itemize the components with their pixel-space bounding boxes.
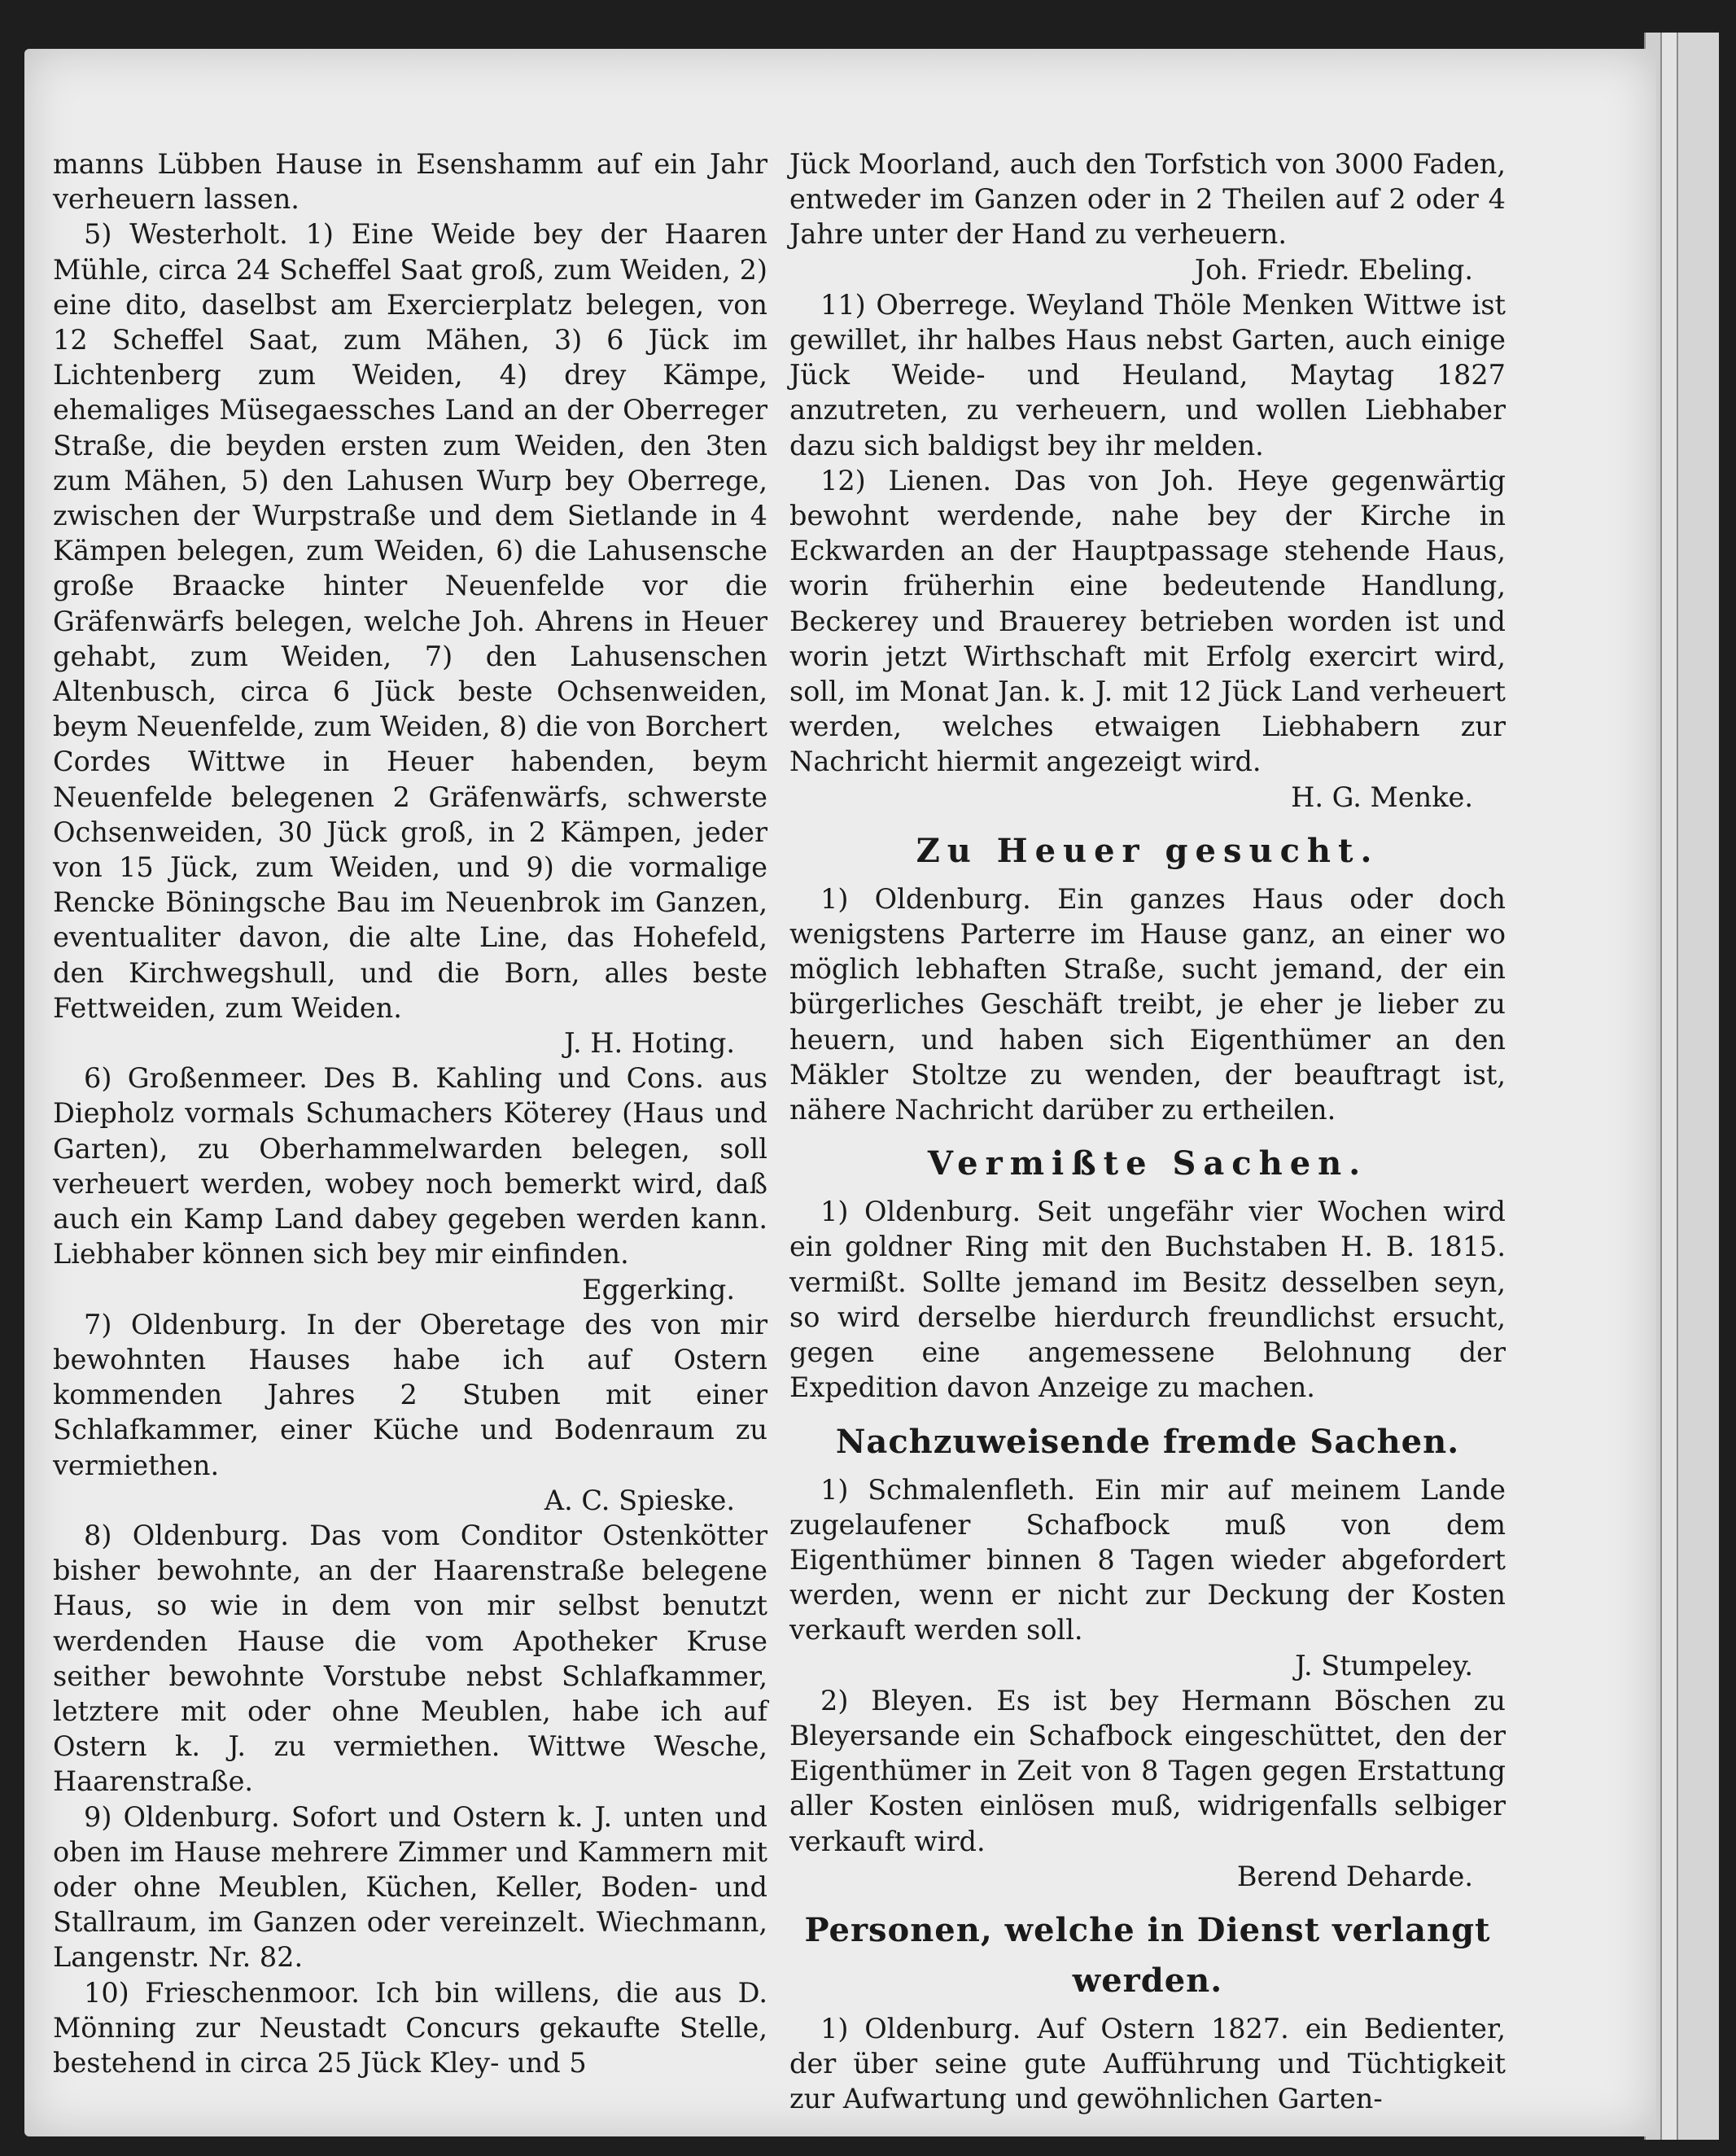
notice-frieschenmoor: 10) Frieschenmoor. Ich bin willens, die aus D. Mönning zur Neustadt Concurs gekaufte Stelle, bestehend in circa 25 Jück Kley- und 5 (53, 1976, 767, 2079)
notice-grossenmeer: 6) Großenmeer. Des B. Kahling und Cons. aus Diepholz vormals Schumachers Köterey (Haus und Garten), zu Oberhammelwarden belegen, soll verheuert werden, wobey noch bemerkt wird, daß auch ein Kamp Land dabey gegeben werden kann. Liebhaber können sich bey mir einfinden. (53, 1062, 767, 1270)
signature-eggerking: Eggerking. (582, 1273, 735, 1305)
signature-menke: H. G. Menke. (1291, 781, 1473, 813)
notice-oldenburg-9: 9) Oldenburg. Sofort und Ostern k. J. unten und oben im Hause mehrere Zimmer und Kammern mit oder ohne Meublen, Küchen, Keller, Boden- und Stallraum, im Ganzen oder vereinzelt. Wiechmann, Langenstr. Nr. 82. (53, 1800, 767, 1974)
notice-schmalenfleth: 1) Schmalenfleth. Ein mir auf meinem Lande zugelaufener Schafbock muß von dem Eigenthümer binnen 8 Tagen wieder abgefordert werden, wenn er nicht zur Deckung der Kosten verkauft werden soll. (789, 1473, 1506, 1647)
signature-hoting: J. H. Hoting. (564, 1027, 735, 1060)
section-heading-vermisste-sachen: Vermißte Sachen. (927, 1144, 1368, 1183)
page-stack-edge (1677, 33, 1719, 2140)
notice-frieschenmoor-continued: Jück Moorland, auch den Torfstich von 3000 Faden, entweder im Ganzen oder in 2 Theilen auf 2 oder 4 Jahre unter der Hand zu verheuern. (789, 148, 1506, 251)
section-heading-zu-heuer-gesucht: Zu Heuer gesucht. (916, 831, 1380, 870)
notice-oberrege: 11) Oberrege. Weyland Thöle Menken Wittwe ist gewillet, ihr halbes Haus nebst Garten, auch einige Jück Weide- und Heuland, Maytag 1827 anzutreten, zu verheuern, und wollen Liebhaber dazu sich baldigst bey ihr melden. (789, 288, 1506, 461)
section-heading-personen-dienst: Personen, welche in Dienst verlangt werden. (804, 1910, 1491, 2000)
signature-stumpeley: J. Stumpeley. (1295, 1649, 1473, 1682)
signature-deharde: Berend Deharde. (1236, 1860, 1473, 1892)
notice-bleyen: 2) Bleyen. Es ist bey Hermann Böschen zu Bleyersande ein Schafbock eingeschüttet, den der Eigenthümer in Zeit von 8 Tagen gegen Erstattung aller Kosten einlösen muß, widrigenfalls selbiger verkauft wird. (789, 1684, 1506, 1857)
signature-ebeling: Joh. Friedr. Ebeling. (1194, 253, 1473, 286)
notice-lienen: 12) Lienen. Das von Joh. Heye gegenwärtig bewohnt werdende, nahe bey der Kirche in Eckwarden an der Hauptpassage stehende Haus, worin früherhin eine bedeutende Handlung, Beckerey und Brauerey betrieben worden ist und worin jetzt Wirthschaft mit Erfolg exercirt wird, soll, im Monat Jan. k. J. mit 12 Jück Land verheuert werden, welches etwaigen Liebhabern zur Nachricht hiermit angezeigt wird. (789, 464, 1506, 778)
notice-gesucht-oldenburg: 1) Oldenburg. Ein ganzes Haus oder doch wenigstens Parterre im Hause ganz, an einer wo möglich lebhaften Straße, sucht jemand, der ein bürgerliches Geschäft treibt, je eher je lieber zu heuern, und haben sich Eigenthümer an den Mäkler Stoltze zu wenden, der beauftragt ist, nähere Nachricht darüber zu ertheilen. (789, 882, 1506, 1126)
signature-spieske: A. C. Spieske. (544, 1484, 735, 1516)
notice-vermisst-oldenburg: 1) Oldenburg. Seit ungefähr vier Wochen wird ein goldner Ring mit den Buchstaben H. B. 1815. vermißt. Sollte jemand im Besitz desselben seyn, so wird derselbe hierdurch freundlichst ersucht, gegen eine angemessene Belohnung der Expedition davon Anzeige zu machen. (789, 1196, 1506, 1404)
section-heading-fremde-sachen: Nachzuweisende fremde Sachen. (835, 1422, 1460, 1461)
notice-westerholt: 5) Westerholt. 1) Eine Weide bey der Haaren Mühle, circa 24 Scheffel Saat groß, zum Weiden, 2) eine dito, daselbst am Exercierplatz belegen, von 12 Scheffel Saat, zum Mähen, 3) 6 Jück im Lichtenberg zum Weiden, 4) drey Kämpe, ehemaliges Müsegaessches Land an der Oberreger Straße, die beyden ersten zum Weiden, den 3ten zum Mähen, 5) den Lahusen Wurp bey Oberrege, zwischen der Wurpstraße und dem Sietlande in 4 Kämpen belegen, zum Weiden, 6) die Lahusensche große Braacke hinter Neuenfelde vor die Gräfenwärfs belegen, welche Joh. Ahrens in Heuer gehabt, zum Weiden, 7) den Lahusenschen Altenbusch, circa 6 Jück beste Ochsenweiden, beym Neuenfelde, zum Weiden, 8) die von Borchert Cordes Wittwe in Heuer habenden, beym Neuenfelde belegenen 2 Gräfenwärfs, schwerste Ochsenweiden, 30 Jück groß, in 2 Kämpen, jeder von 15 Jück, zum Weiden, und 9) die vormalige Rencke Böningsche Bau im Neuenbrok im Ganzen, eventualiter davon, die alte Line, das Hohefeld, den Kirchwegshull, und die Born, alles beste Fettweiden, zum Weiden. (53, 218, 767, 1024)
notice-oldenburg-8: 8) Oldenburg. Das vom Conditor Ostenkötter bisher bewohnte, an der Haarenstraße belegene Haus, so wie in dem von mir selbst benutzt werdenden Hause die vom Apotheker Kruse seither bewohnte Vorstube nebst Schlafkammer, letztere mit oder ohne Meublen, habe ich auf Ostern k. J. zu vermiethen. Wittwe Wesche, Haarenstraße. (53, 1519, 767, 1798)
notice-oldenburg-7: 7) Oldenburg. In der Oberetage des von mir bewohnten Hauses habe ich auf Ostern kommenden Jahres 2 Stuben mit einer Schlafkammer, einer Küche und Bodenraum zu vermiethen. (53, 1308, 767, 1481)
notice-dienst-oldenburg: 1) Oldenburg. Auf Ostern 1827. ein Bedienter, der über seine gute Aufführung und Tüchtigkeit zur Aufwartung und gewöhnlichen Garten- (789, 2012, 1506, 2115)
newspaper-page (24, 49, 1656, 2136)
left-column (53, 147, 767, 2080)
paragraph-continued: manns Lübben Hause in Esenshamm auf ein Jahr verheuern lassen. (53, 148, 767, 216)
right-column (789, 147, 1506, 2117)
